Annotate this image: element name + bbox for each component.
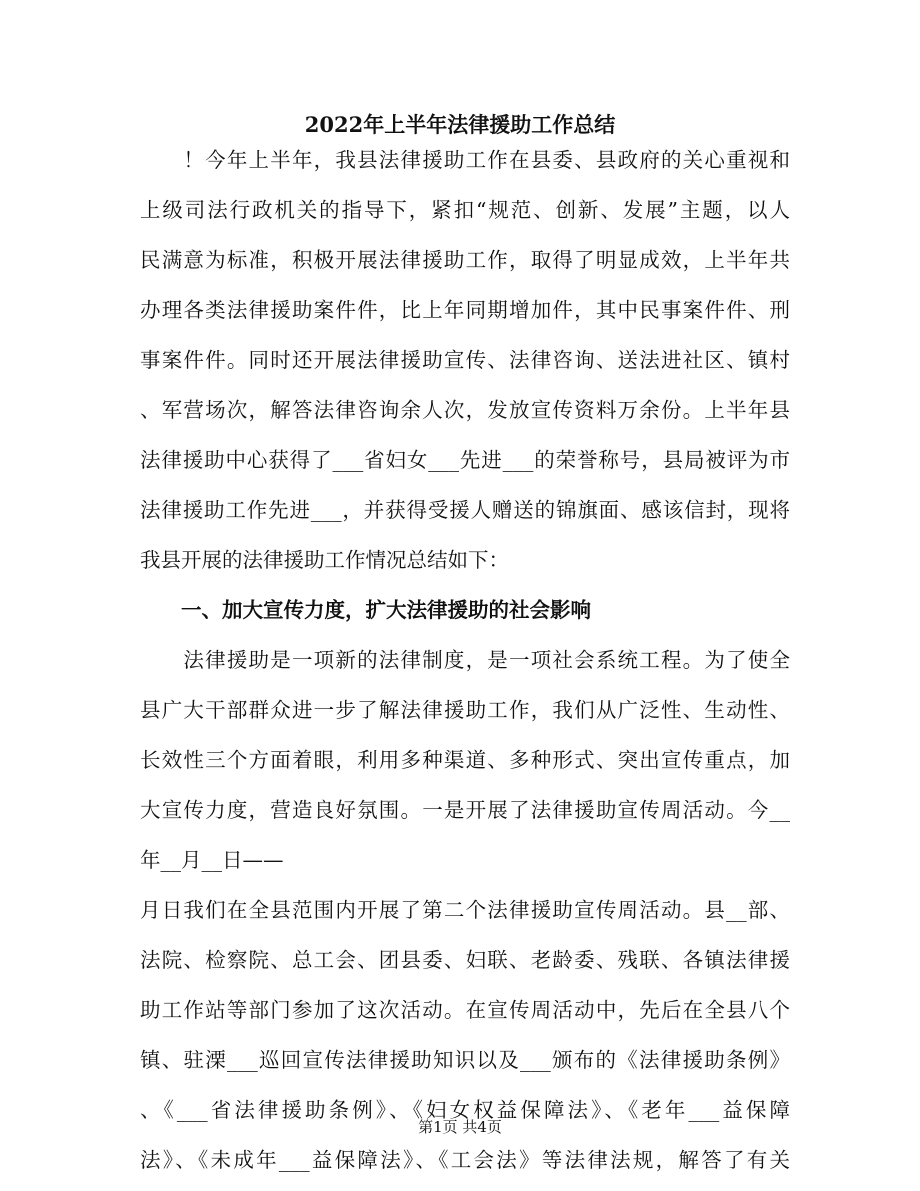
body-line: 镇、驻溧___巡回宣传法律援助知识以及___颁布的《法律援助条例》 bbox=[140, 1048, 790, 1072]
body-line: ！今年上半年，我县法律援助工作在县委、县政府的关心重视和 bbox=[140, 148, 790, 172]
body-line: 、军营场次，解答法律咨询余人次，发放宣传资料万余份。上半年县 bbox=[140, 398, 790, 422]
body-line: 办理各类法律援助案件件，比上年同期增加件，其中民事案件件、刑 bbox=[140, 298, 790, 322]
body-line: 大宣传力度，营造良好氛围。一是开展了法律援助宣传周活动。今__ bbox=[140, 798, 790, 822]
body-line: 年__月__日—— bbox=[140, 848, 284, 872]
body-line: 法律援助工作先进___，并获得受援人赠送的锦旗面、感该信封，现将 bbox=[140, 498, 790, 522]
body-line: 、《___省法律援助条例》、《妇女权益保障法》、《老年___益保障 bbox=[140, 1098, 790, 1122]
page-number: 第1页 共4页 bbox=[418, 1118, 502, 1136]
body-line: 上级司法行政机关的指导下，紧扣“规范、创新、发展”主题，以人 bbox=[140, 198, 790, 222]
section-heading: 一、加大宣传力度，扩大法律援助的社会影响 bbox=[140, 598, 591, 622]
body-line: 我县开展的法律援助工作情况总结如下： bbox=[140, 548, 509, 572]
body-line: 法》、《未成年___益保障法》、《工会法》等法律法规，解答了有关 bbox=[140, 1148, 790, 1172]
document-title: 2022年上半年法律援助工作总结 bbox=[304, 112, 616, 137]
body-line: 法律援助是一项新的法律制度，是一项社会系统工程。为了使全 bbox=[140, 648, 790, 672]
body-line: 事案件件。同时还开展法律援助宣传、法律咨询、送法进社区、镇村 bbox=[140, 348, 790, 372]
body-line: 县广大干部群众进一步了解法律援助工作，我们从广泛性、生动性、 bbox=[140, 698, 790, 722]
body-line: 助工作站等部门参加了这次活动。在宣传周活动中，先后在全县八个 bbox=[140, 998, 790, 1022]
body-line: 长效性三个方面着眼，利用多种渠道、多种形式、突出宣传重点，加 bbox=[140, 748, 790, 772]
body-line: 法律援助中心获得了___省妇女___先进___的荣誉称号，县局被评为市 bbox=[140, 448, 790, 472]
body-line: 法院、检察院、总工会、团县委、妇联、老龄委、残联、各镇法律援 bbox=[140, 948, 790, 972]
body-line: 民满意为标准，积极开展法律援助工作，取得了明显成效，上半年共 bbox=[140, 248, 790, 272]
body-line: 月日我们在全县范围内开展了第二个法律援助宣传周活动。县__部、 bbox=[140, 898, 790, 922]
